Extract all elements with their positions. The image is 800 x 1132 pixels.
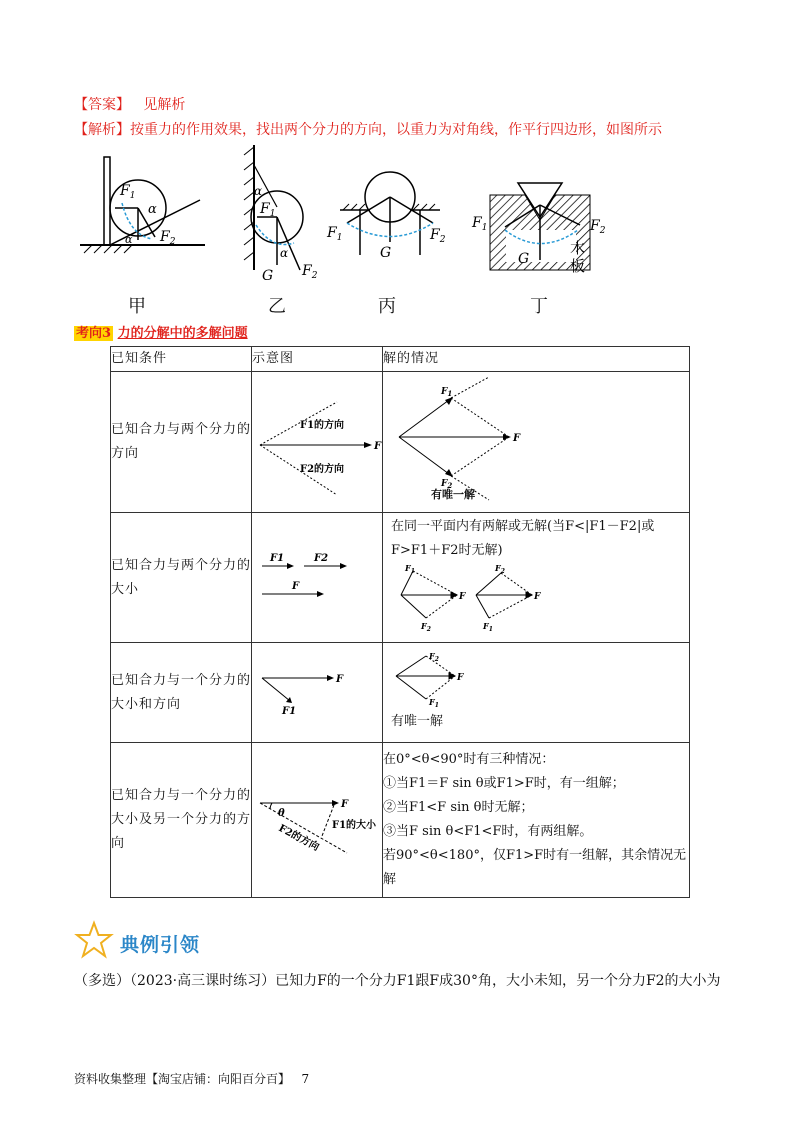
- row3-solution-svg: [391, 651, 491, 709]
- footer-text: 资料收集整理【淘宝店铺：向阳百分百】: [74, 1072, 291, 1086]
- row3-label-f1: F1: [282, 705, 297, 717]
- row4-solution-line-5: 若90°<θ<180°，仅F1>F时有一组解，其余情况无解: [383, 848, 687, 887]
- analysis-text: 按重力的作用效果，找出两个分力的方向，以重力为对角线，作平行四边形，如图所示: [130, 122, 662, 138]
- figure-label-yi: 乙: [268, 296, 286, 317]
- table-row: [111, 513, 690, 643]
- row4-condition: 已知合力与一个分力的大小及另一个分力的方向: [111, 743, 252, 898]
- row3-solution-text: 有唯一解: [391, 714, 444, 729]
- row2-condition: 已知合力与两个分力的大小: [111, 513, 252, 643]
- svg-text:F1: $F_1$: [441, 387, 453, 398]
- bing-f2-label: $F_2$: [430, 227, 446, 245]
- row4-solution: [383, 743, 690, 898]
- row3-condition: 已知合力与一个分力的大小和方向: [111, 643, 252, 743]
- svg-text:F2: $F_2$: [441, 479, 453, 490]
- svg-text:F: F: [459, 592, 466, 602]
- ding-f1-label: $F_1$: [472, 215, 488, 233]
- row3-diagram-svg: [252, 656, 382, 726]
- table-row: [111, 372, 690, 513]
- answer-tag: 【答案】: [74, 97, 130, 113]
- header-condition: 已知条件: [111, 347, 252, 372]
- table-header-row: [111, 347, 690, 372]
- page-number: 7: [301, 1072, 310, 1086]
- row1-diagram-svg: [252, 390, 382, 490]
- analysis-tag: 【解析】: [74, 122, 130, 138]
- row1-solution-text: 有唯一解: [431, 488, 475, 501]
- ding-board-1: 木: [570, 239, 586, 257]
- svg-text:F1: $F_1$: [405, 563, 415, 575]
- row1-diagram: [252, 372, 383, 513]
- section-title: 力的分解中的多解问题: [117, 326, 248, 341]
- jia-alpha-2: α: [125, 233, 133, 246]
- row3-solution: [383, 643, 690, 743]
- figure-label-jia: 甲: [128, 296, 146, 317]
- svg-text:F: F: [513, 433, 521, 444]
- row1-label-f: F: [374, 441, 382, 452]
- row2-diagram: [252, 513, 383, 643]
- jia-f1-label: $F_1$: [120, 183, 136, 201]
- section-heading: [74, 322, 248, 341]
- svg-text:F2: $F_2$: [421, 621, 431, 633]
- row1-label-f1: F1的方向: [300, 420, 345, 431]
- row1-solution-svg: [391, 382, 541, 490]
- svg-text:F2: $F_2$: [429, 651, 439, 663]
- footer: [74, 1070, 309, 1087]
- row4-diagram: [252, 743, 383, 898]
- figure-ding: [470, 145, 620, 280]
- row2-solution-text: 在同一平面内有两解或无解(当F<|F1－F2|或F>F1＋F2时无解): [391, 519, 655, 558]
- ding-board-2: 板: [570, 257, 586, 275]
- yi-f1-label: $F_1$: [260, 201, 276, 219]
- answer-line: [74, 94, 185, 114]
- row4-label-f2: F2的方向: [276, 822, 321, 854]
- row4-solution-line-3: ②当F1<F sin θ时无解；: [383, 800, 534, 815]
- svg-text:F1: $F_1$: [429, 697, 439, 709]
- star-icon: [74, 920, 114, 960]
- row3-label-f: F: [336, 673, 344, 685]
- analysis-line: [74, 119, 662, 139]
- row4-label-f1: F1的大小: [332, 820, 377, 831]
- yi-g-label: G: [262, 268, 274, 284]
- row2-solution-svg: [391, 563, 561, 633]
- figure-label-bing: 丙: [378, 296, 396, 317]
- svg-text:F: F: [534, 592, 541, 602]
- row4-diagram-svg: [252, 768, 382, 868]
- figure-label-ding: 丁: [530, 296, 548, 317]
- yi-f2-label: $F_2$: [302, 263, 318, 281]
- row1-label-f2: F2的方向: [300, 464, 345, 475]
- row4-solution-line-4: ③当F sin θ<F1<F时，有两组解。: [383, 824, 593, 839]
- row4-solution-line-1: 在0°<θ<90°时有三种情况：: [383, 752, 555, 767]
- bing-f1-label: $F_1$: [327, 225, 343, 243]
- figure-jia: [70, 145, 210, 260]
- row2-label-f2: F2: [314, 552, 329, 564]
- row1-condition: 已知合力与两个分力的方向: [111, 372, 252, 513]
- example-title: 典例引领: [120, 934, 201, 956]
- svg-text:F2: $F_2$: [495, 563, 505, 575]
- table-row: [111, 643, 690, 743]
- table-row: [111, 743, 690, 898]
- jia-alpha: α: [148, 202, 157, 217]
- figure-bing: [325, 145, 450, 265]
- decomposition-table: [110, 346, 690, 898]
- bing-g-label: G: [380, 245, 392, 261]
- ding-f2-label: $F_2$: [590, 218, 606, 236]
- row2-diagram-svg: [252, 536, 382, 616]
- row4-label-f: F: [341, 799, 349, 810]
- header-solution: 解的情况: [383, 347, 690, 372]
- yi-alpha-2: α: [280, 246, 289, 260]
- row2-label-f: F: [292, 580, 300, 592]
- svg-text:F: F: [457, 673, 464, 683]
- section-tag: 考向3: [76, 326, 112, 341]
- figure-yi: [232, 145, 327, 285]
- yi-alpha: α: [254, 184, 263, 198]
- ding-g-label: G: [518, 251, 530, 267]
- answer-text: 见解析: [143, 97, 186, 113]
- row2-solution: [383, 513, 690, 643]
- row1-solution: [383, 372, 690, 513]
- svg-text:F1: $F_1$: [483, 621, 493, 633]
- row4-solution-line-2: ①当F1＝F sin θ或F1>F时，有一组解；: [383, 776, 625, 791]
- row4-label-theta: θ: [278, 808, 285, 819]
- row3-diagram: [252, 643, 383, 743]
- example-text: （多选）（2023·高三课时练习）已知力F的一个分力F1跟F成30°角，大小未知，另一个分力F2的大小为: [74, 973, 721, 989]
- jia-f2-label: $F_2$: [160, 229, 176, 247]
- row2-label-f1: F1: [270, 552, 285, 564]
- header-diagram: 示意图: [252, 347, 383, 372]
